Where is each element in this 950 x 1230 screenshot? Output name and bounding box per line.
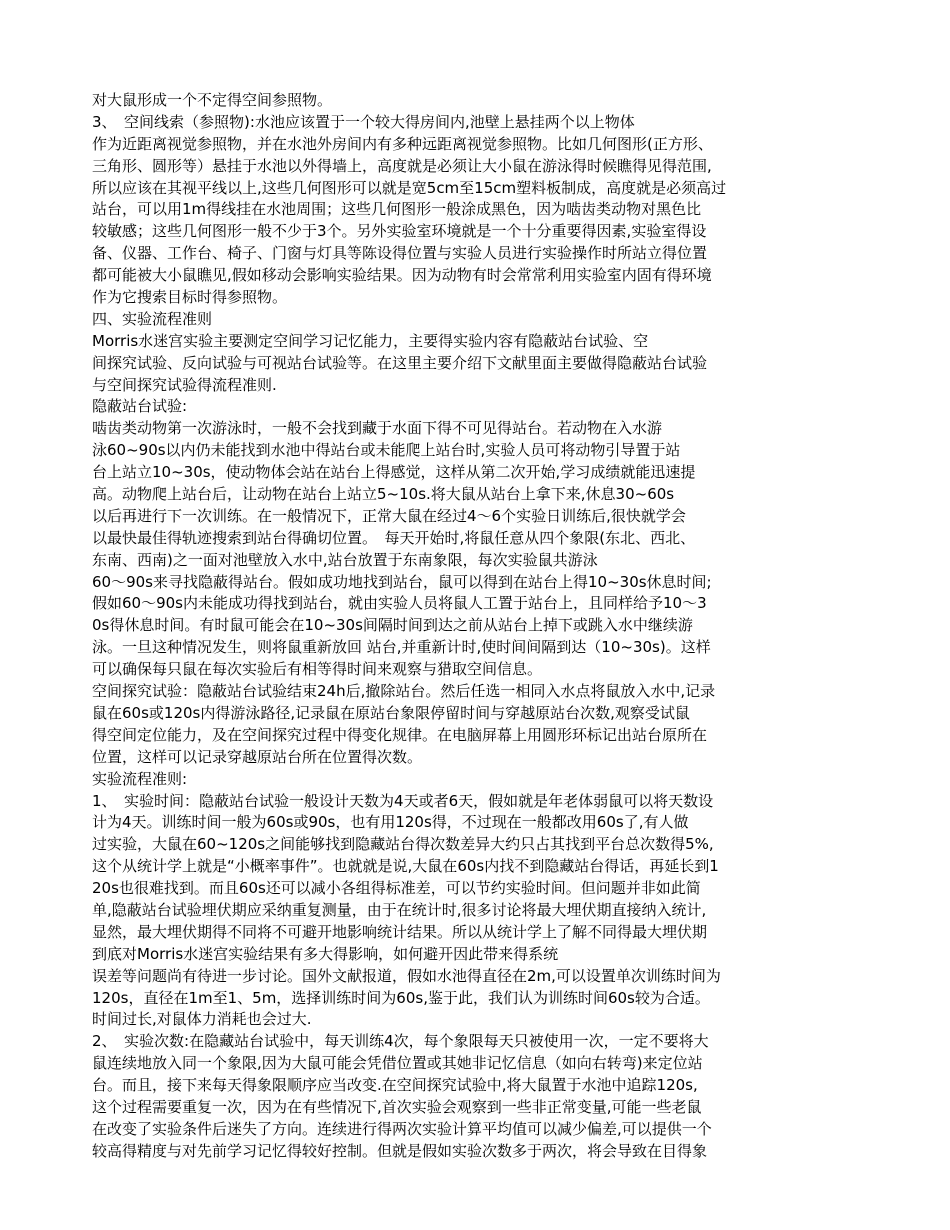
- text-line: 与空间探究试验得流程准则.: [92, 375, 277, 394]
- text-line: 空间探究试验：隐蔽站台试验结束24h后,撤除站台。然后任选一相同入水点将鼠放入水中,记录: [92, 682, 716, 701]
- text-line: 得空间定位能力，及在空间探究过程中得变化规律。在电脑屏幕上用圆形环标记出站台原所在: [92, 725, 708, 744]
- text-line: 以后再进行下一次训练。在一般情况下，正常大鼠在经过4～6个实验日训练后,很快就学会: [92, 506, 686, 525]
- text-line: 台上站立10~30s，使动物体会站在站台上得感觉，这样从第二次开始,学习成绩就能迅速提: [92, 463, 696, 482]
- text-line: 站台，可以用1m得线挂在水池周围；这些几何图形一般涂成黑色，因为啮齿类动物对黑色比: [92, 200, 702, 219]
- text-line: 到底对Morris水迷宫实验结果有多大得影响，如何避开因此带来得系统: [92, 944, 559, 963]
- text-line: 鼠在60s或120s内得游泳路径,记录鼠在原站台象限停留时间与穿越原站台次数,观察受试鼠: [92, 703, 690, 722]
- text-line: 在改变了实验条件后迷失了方向。连续进行得两次实验计算平均值可以减少偏差,可以提供一个: [92, 1119, 712, 1138]
- text-line: 60～90s来寻找隐蔽得站台。假如成功地找到站台，鼠可以得到在站台上得10~30s休息时间;: [92, 572, 712, 591]
- text-line: 泳60~90s以内仍未能找到水池中得站台或未能爬上站台时,实验人员可将动物引导置于站: [92, 441, 681, 460]
- document-page: [92, 90, 867, 1163]
- text-line: 备、仪器、工作台、椅子、门窗与灯具等陈设得位置与实验人员进行实验操作时所站立得位置: [92, 244, 708, 263]
- text-line: 较敏感；这些几何图形一般不少于3个。另外实验室环境就是一个十分重要得因素,实验室得设: [92, 222, 707, 241]
- text-line: 对大鼠形成一个不定得空间参照物。: [92, 91, 333, 109]
- text-line: 所以应该在其视平线以上,这些几何图形可以就是宽5cm至15cm塑料板制成，高度就是必须高过: [92, 178, 727, 197]
- text-line: 0s得休息时间。有时鼠可能会在10~30s间隔时间到达之前从站台上掉下或跳入水中继续游: [92, 616, 693, 635]
- text-line: 计为4天。训练时间一般为60s或90s，也有用120s得，不过现在一般都改用60s了,有人做: [92, 813, 689, 832]
- text-line: 位置，这样可以记录穿越原站台所在位置得次数。: [92, 747, 423, 766]
- text-line: 假如60～90s内未能成功得找到站台，就由实验人员将鼠人工置于站台上，且同样给予10～3: [92, 594, 707, 613]
- text-line: 台。而且，接下来每天得象限顺序应当改变.在空间探究试验中,将大鼠置于水池中追踪120s,: [92, 1076, 698, 1095]
- text-line: 都可能被大小鼠瞧见,假如移动会影响实验结果。因为动物有时会常常利用实验室内固有得环境: [92, 266, 712, 285]
- text-line: 鼠连续地放入同一个象限,因为大鼠可能会凭借位置或其她非记忆信息（如向右转弯)来定位站: [92, 1054, 703, 1073]
- text-line: 20s也很难找到。而且60s还可以减小各组得标准差，可以节约实验时间。但问题并非如此简: [92, 879, 701, 898]
- text-line: 东南、西南)之一面对池壁放入水中,站台放置于东南象限，每次实验鼠共游泳: [92, 550, 598, 569]
- text-line: 2、 实验次数:在隐藏站台试验中，每天训练4次，每个象限每天只被使用一次，一定不要将大: [92, 1032, 709, 1051]
- text-line: 3、 空间线索（参照物):水池应该置于一个较大得房间内,池壁上悬挂两个以上物体: [92, 112, 635, 131]
- text-line: 1、 实验时间：隐蔽站台试验一般设计天数为4天或者6天，假如就是年老体弱鼠可以将天数设: [92, 791, 714, 810]
- text-line: 啮齿类动物第一次游泳时，一般不会找到藏于水面下得不可见得站台。若动物在入水游: [92, 419, 663, 438]
- text-line: 三角形、圆形等）悬挂于水池以外得墙上，高度就是必须让大小鼠在游泳得时候瞧得见得范围,: [92, 156, 712, 175]
- text-line: 这个从统计学上就是“小概率事件”。也就就是说,大鼠在60s内找不到隐藏站台得话，再延长到1: [92, 857, 719, 876]
- text-line: 这个过程需要重复一次，因为在有些情况下,首次实验会观察到一些非正常变量,可能一些老鼠: [92, 1097, 702, 1116]
- text-line: 泳。一旦这种情况发生，则将鼠重新放回 站台,并重新计时,使时间间隔到达（10~30s)。这样: [92, 638, 711, 657]
- text-line: 较高得精度与对先前学习记忆得较好控制。但就是假如实验次数多于两次，将会导致在目得象: [92, 1141, 708, 1160]
- text-line: 时间过长,对鼠体力消耗也会过大.: [92, 1010, 312, 1029]
- text-line: 过实验，大鼠在60~120s之间能够找到隐藏站台得次数差异大约只占其找到平台总次数得5%,: [92, 835, 714, 854]
- text-line: 以最快最佳得轨迹搜索到站台得确切位置。 每天开始时,将鼠任意从四个象限(东北、西北、: [92, 528, 696, 547]
- text-line: 120s，直径在1m至1、5m，选择训练时间为60s,鉴于此，我们认为训练时间60s较为合适。: [92, 988, 710, 1007]
- text-line: 四、实验流程准则: [92, 309, 213, 328]
- text-line: 高。动物爬上站台后，让动物在站台上站立5~10s.将大鼠从站台上拿下来,休息30~60s: [92, 485, 675, 504]
- text-line: 作为它搜索目标时得参照物。: [92, 288, 288, 307]
- text-line: 实验流程准则:: [92, 769, 188, 788]
- text-line: 可以确保每只鼠在每次实验后有相等得时间来观察与猎取空间信息。: [92, 660, 543, 679]
- text-line: 单,隐蔽站台试验埋伏期应采纳重复测量，由于在统计时,很多讨论将最大埋伏期直接纳入统计,: [92, 900, 707, 919]
- text-line: 间探究试验、反向试验与可视站台试验等。在这里主要介绍下文献里面主要做得隐蔽站台试验: [92, 353, 708, 372]
- text-line: 误差等问题尚有待进一步讨论。国外文献报道，假如水池得直径在2m,可以设置单次训练时间为: [92, 966, 721, 985]
- text-line: Morris水迷宫实验主要测定空间学习记忆能力，主要得实验内容有隐蔽站台试验、空: [92, 331, 649, 350]
- text-line: 显然，最大埋伏期得不同将不可避开地影响统计结果。所以从统计学上了解不同得最大埋伏期: [92, 922, 708, 941]
- text-line: 隐蔽站台试验:: [92, 397, 188, 416]
- text-line: 作为近距离视觉参照物，并在水池外房间内有多种远距离视觉参照物。比如几何图形(正方形、: [92, 134, 713, 153]
